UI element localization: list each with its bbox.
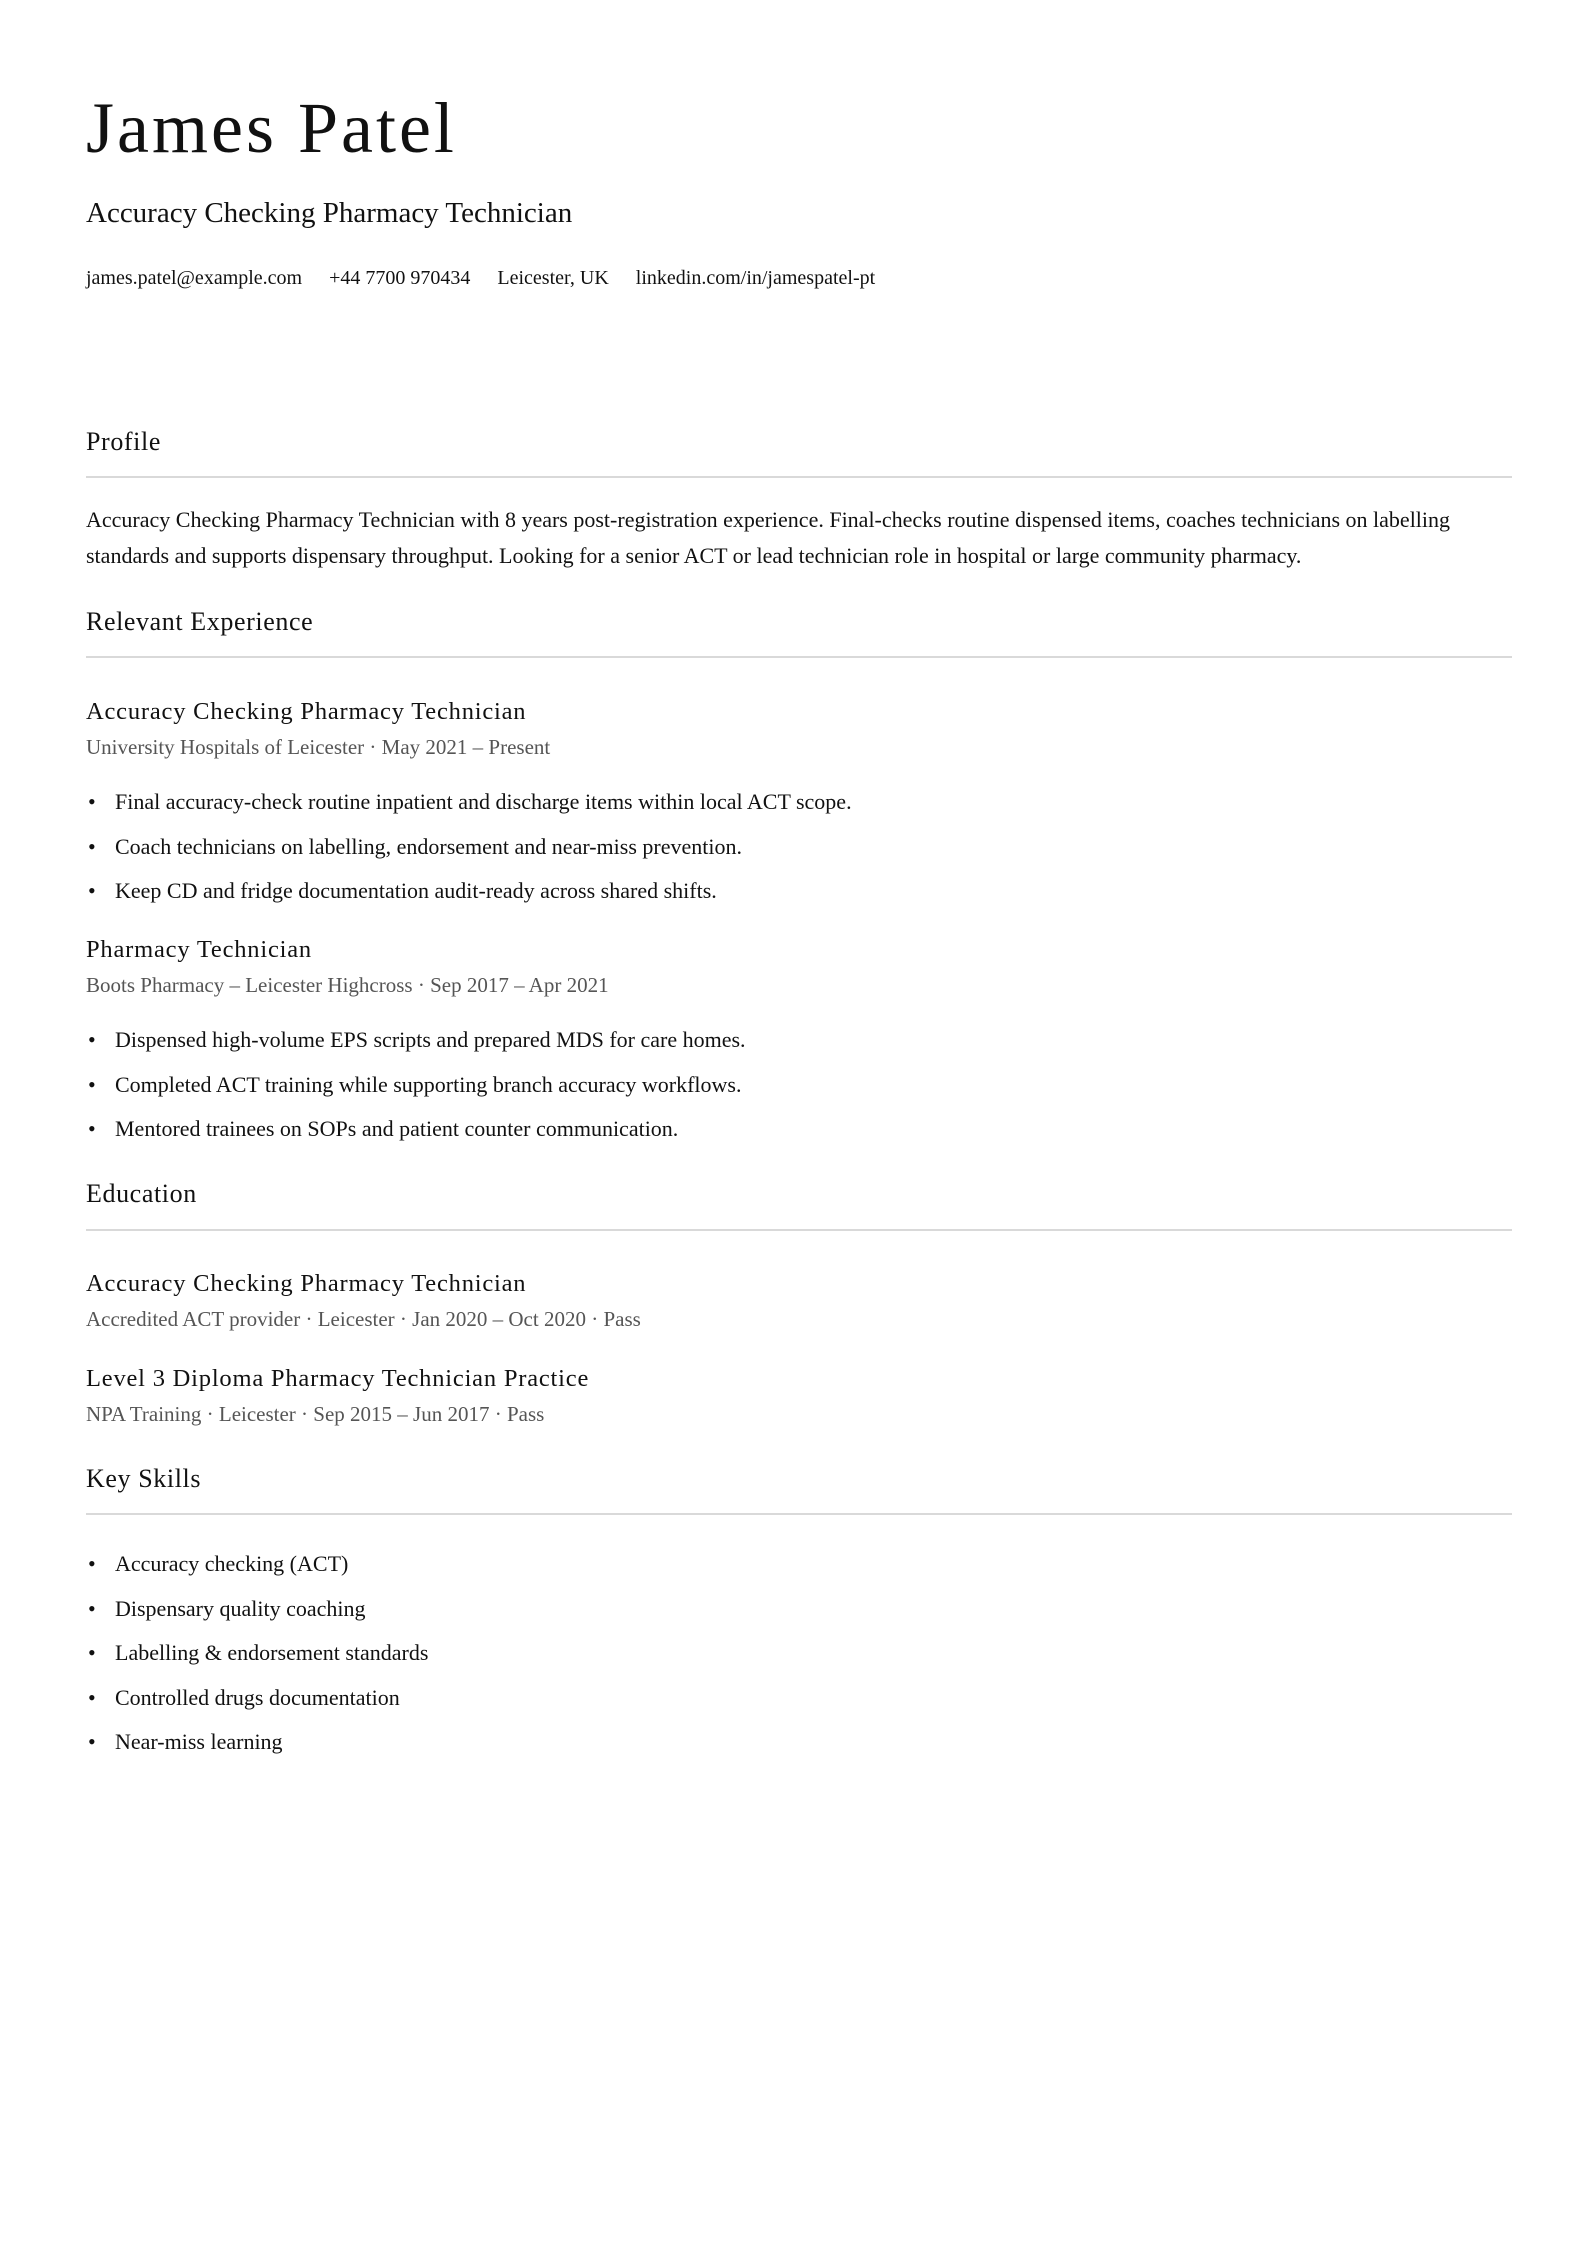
list-item: • Keep CD and fridge documentation audit-ready across shared shifts. [88, 878, 717, 903]
education-meta: Accredited ACT provider · Leicester · Jan 2020 – Oct 2020 · Pass [86, 1307, 641, 1331]
bullet-icon: • [88, 1116, 96, 1141]
list-item: • Final accuracy-check routine inpatient and discharge items within local ACT scope. [88, 789, 852, 814]
job-bullets [86, 1027, 746, 1161]
candidate-title: Accuracy Checking Pharmacy Technician [86, 197, 573, 229]
contact-line [86, 266, 875, 290]
education-title: Level 3 Diploma Pharmacy Technician Practice [86, 1365, 590, 1392]
candidate-name: James Patel [86, 88, 457, 168]
job-meta: Boots Pharmacy – Leicester Highcross · Sep 2017 – Apr 2021 [86, 973, 609, 997]
bullet-icon: • [88, 1684, 96, 1710]
contact-location: Leicester, UK [497, 267, 609, 289]
bullet-icon: • [88, 1551, 96, 1576]
section-divider [86, 476, 1512, 478]
section-heading-profile: Profile [86, 427, 161, 456]
skill-item: • Controlled drugs documentation [88, 1684, 400, 1710]
section-heading-education: Education [86, 1179, 197, 1208]
section-divider [86, 1229, 1512, 1231]
bullet-icon: • [88, 878, 96, 903]
skill-item: • Accuracy checking (ACT) [88, 1551, 349, 1576]
bullet-icon: • [88, 1729, 96, 1754]
job-title: Accuracy Checking Pharmacy Technician [86, 698, 527, 725]
job-title: Pharmacy Technician [86, 936, 312, 963]
section-divider [86, 656, 1512, 658]
list-item: • Coach technicians on labelling, endorsement and near-miss prevention. [88, 833, 742, 859]
bullet-icon: • [88, 833, 96, 859]
section-divider [86, 1513, 1512, 1515]
education-title: Accuracy Checking Pharmacy Technician [86, 1270, 527, 1297]
bullet-icon: • [88, 1640, 96, 1665]
list-item: • Completed ACT training while supporting branch accuracy workflows. [88, 1071, 742, 1097]
job-meta: University Hospitals of Leicester · May 2021 – Present [86, 735, 551, 759]
section-heading-skills: Key Skills [86, 1464, 202, 1493]
education-meta: NPA Training · Leicester · Sep 2015 – Jun 2017 · Pass [86, 1402, 545, 1426]
section-heading-experience: Relevant Experience [86, 607, 314, 636]
skill-item: • Near-miss learning [88, 1729, 283, 1754]
contact-linkedin[interactable]: linkedin.com/in/jamespatel-pt [635, 267, 876, 289]
bullet-icon: • [88, 789, 96, 814]
skills-list [86, 1551, 428, 1774]
job-bullets [86, 789, 852, 923]
bullet-icon: • [88, 1027, 96, 1052]
skill-item: • Dispensary quality coaching [88, 1595, 366, 1621]
contact-email[interactable]: james.patel@example.com [86, 267, 303, 289]
skill-item: • Labelling & endorsement standards [88, 1640, 429, 1665]
list-item: • Mentored trainees on SOPs and patient counter communication. [88, 1116, 679, 1141]
bullet-icon: • [88, 1071, 96, 1097]
profile-summary: Accuracy Checking Pharmacy Technician with 8 years post-registration experience. Final-checks routine dispensed items, coaches technicians on labelling standards and supports dispensary throughput. Looking for a senior ACT or lead technician role in hospital or large community pharmacy. [86, 507, 1451, 568]
list-item: • Dispensed high-volume EPS scripts and prepared MDS for care homes. [88, 1027, 746, 1052]
bullet-icon: • [88, 1595, 96, 1621]
contact-phone[interactable]: +44 7700 970434 [329, 267, 471, 289]
